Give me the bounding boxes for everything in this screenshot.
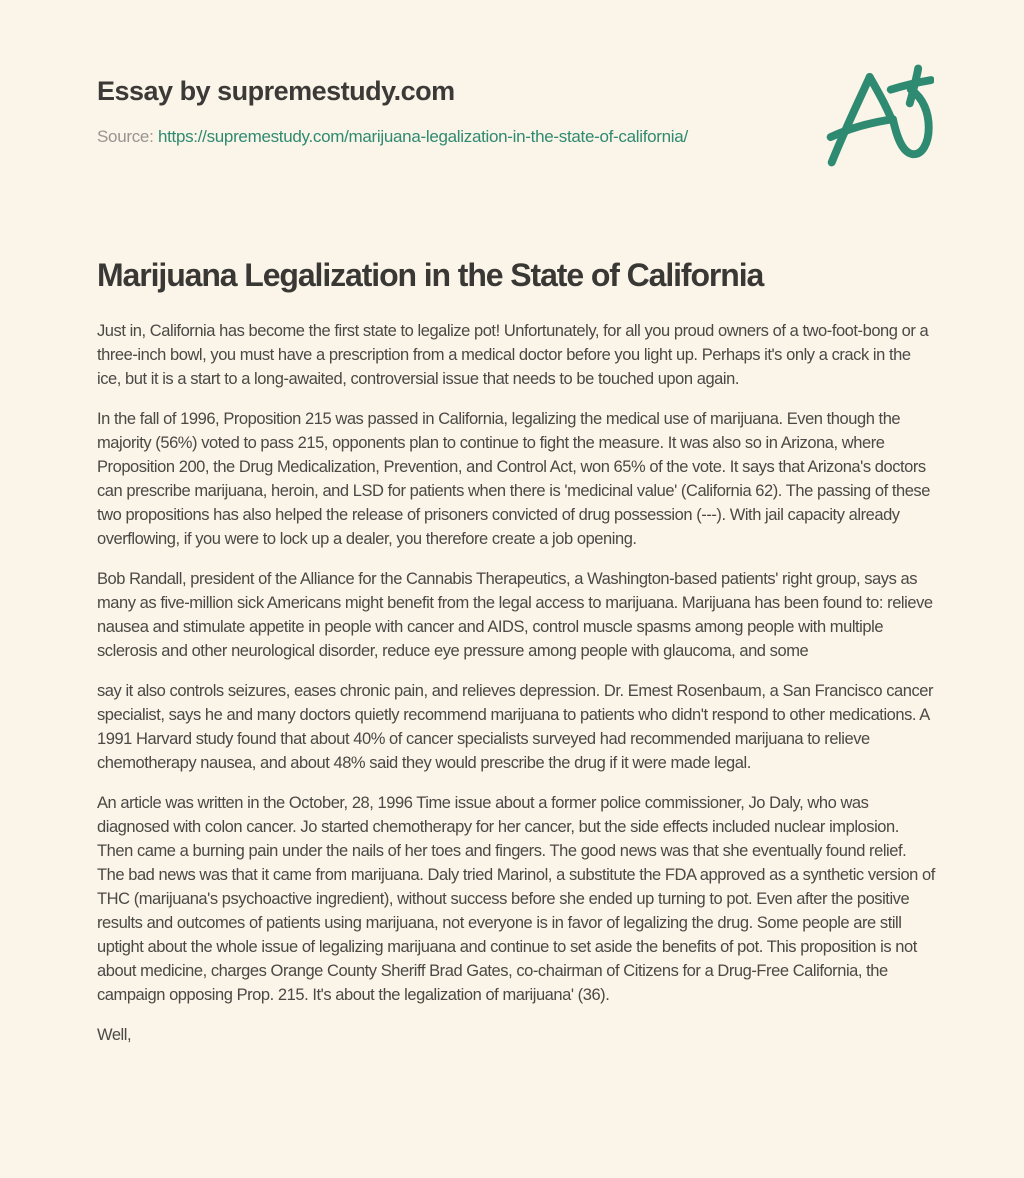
essay-paragraph: Bob Randall, president of the Alliance for the Cannabis Therapeutics, a Washington-based patients' right group, says as many as five-million sick Americans might benefit from the legal access to marijuana. Marijuana has been found to: relieve nausea and stimulate appetite in people with cancer and AIDS, control muscle spasms among people with multiple sclerosis and other neurological disorder, reduce eye pressure among people with glaucoma, and some: [97, 570, 933, 660]
source-url-link[interactable]: https://supremestudy.com/marijuana-legalization-in-the-state-of-california/: [157, 127, 688, 146]
essay-paragraph: Well,: [97, 1026, 132, 1044]
essay-paragraph: An article was written in the October, 28, 1996 Time issue about a former police commissioner, Jo Daly, who was diagnosed with colon cancer. Jo started chemotherapy for her cancer, but the side effects included nuclear implosion. Then came a burning pain under the nails of her toes and fingers. The good news was that she eventually found relief. The bad news was that it came from marijuana. Daly tried Marinol, a substitute the FDA approved as a synthetic version of THC (marijuana's psychoactive ingredient), without success before she ended up turning to pot. Even after the positive results and outcomes of patients using marijuana, not everyone is in favor of legalizing the drug. Some people are still uptight about the whole issue of legalizing marijuana and continue to set aside the benefits of pot. This proposition is not about medicine, charges Orange County Sheriff Brad Gates, co-chairman of Citizens for a Drug-Free California, the campaign opposing Prop. 215. It's about the legalization of marijuana' (36).: [97, 794, 935, 1004]
essay-paragraph: Just in, California has become the first state to legalize pot! Unfortunately, for all you proud owners of a two-foot-bong or a three-inch bowl, you must have a prescription from a medical doctor before you light up. Perhaps it's only a crack in the ice, but it is a start to a long-awaited, controversial issue that needs to be touched upon again.: [97, 322, 929, 388]
essay-content: [97, 0, 935, 1047]
essay-byline: Essay by supremestudy.com: [97, 76, 455, 106]
source-label: Source:: [97, 127, 154, 146]
source-line: [97, 125, 935, 149]
essay-body: [97, 319, 935, 1047]
essay-title: Marijuana Legalization in the State of California: [97, 257, 764, 293]
essay-paragraph: say it also controls seizures, eases chronic pain, and relieves depression. Dr. Emest Rosenbaum, a San Francisco cancer specialist, says he and many doctors quietly recommend marijuana to patients who didn't respond to other medications. A 1991 Harvard study found that about 40% of cancer specialists surveyed had recommended marijuana to relieve chemotherapy nausea, and about 48% said they would prescribe the drug if it were made legal.: [97, 682, 934, 772]
essay-paragraph: In the fall of 1996, Proposition 215 was passed in California, legalizing the medical use of marijuana. Even though the majority (56%) voted to pass 215, opponents plan to continue to fight the measure. It was also so in Arizona, where Proposition 200, the Drug Medicalization, Prevention, and Control Act, won 65% of the vote. It says that Arizona's doctors can prescribe marijuana, heroin, and LSD for patients when there is 'medicinal value' (California 62). The passing of these two propositions has also helped the release of prisoners convicted of drug possession (---). With jail capacity already overflowing, if you were to lock up a dealer, you therefore create a job opening.: [97, 410, 930, 548]
